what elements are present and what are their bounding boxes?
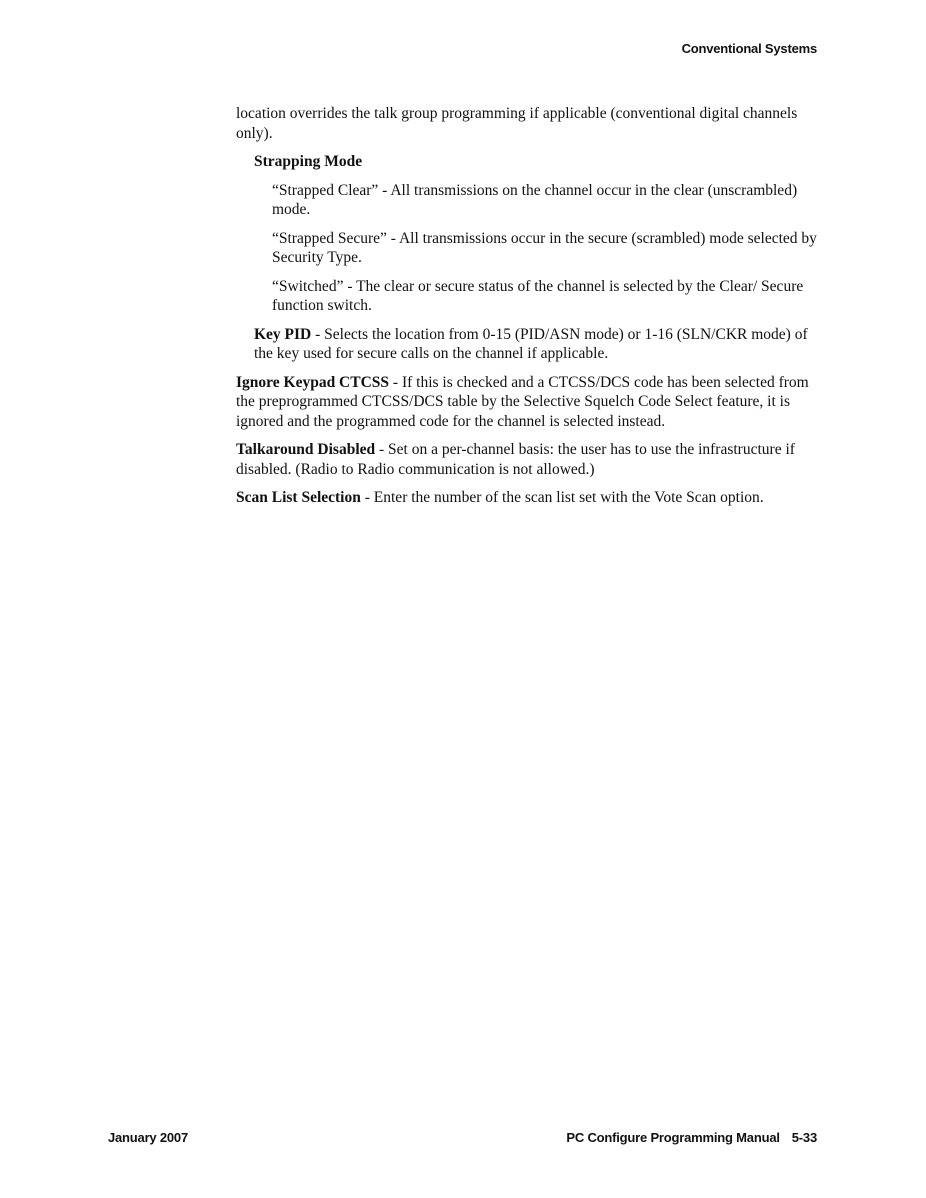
key-pid-text: - Selects the location from 0-15 (PID/ASN mode) or 1-16 (SLN/CKR mode) of the key used for secure calls on the channel if applicable. [254, 325, 808, 362]
footer-date: January 2007 [108, 1130, 188, 1145]
ignore-keypad-term: Ignore Keypad CTCSS [236, 373, 390, 391]
ignore-keypad-text: - If this is checked and a CTCSS/DCS code has been selected from the preprogrammed CTCSS/DCS table by the Selective Squelch Code Select feature, it is ignored and the programmed code for the channel is selected instead. [236, 373, 809, 430]
strapped-secure-item: “Strapped Secure” - All transmissions occur in the secure (scrambled) mode selected by Security Type. [272, 229, 817, 266]
scan-list-text: - Enter the number of the scan list set with the Vote Scan option. [360, 489, 764, 506]
intro-paragraph: location overrides the talk group programming if applicable (conventional digital channels only). [236, 105, 798, 142]
switched-item: “Switched” - The clear or secure status of the channel is selected by the Clear/ Secure function switch. [272, 277, 804, 314]
strapping-mode-heading: Strapping Mode [254, 153, 363, 170]
talkaround-text: - Set on a per-channel basis: the user has to use the infrastructure if disabled. (Radio to Radio communication is not allowed.) [236, 441, 795, 478]
body-text [236, 104, 826, 517]
footer-right [566, 1130, 817, 1145]
scan-list-term: Scan List Selection [236, 489, 361, 506]
key-pid-term: Key PID [254, 325, 312, 343]
running-header: Conventional Systems [681, 41, 817, 56]
key-pid-paragraph [236, 325, 826, 364]
scan-list-paragraph [236, 488, 826, 508]
footer-manual-title: PC Configure Programming Manual [566, 1130, 780, 1145]
page-number: 5-33 [791, 1130, 817, 1145]
talkaround-term: Talkaround Disabled [236, 441, 376, 458]
ignore-keypad-paragraph [236, 373, 826, 432]
talkaround-paragraph [236, 440, 826, 479]
strapped-clear-item: “Strapped Clear” - All transmissions on the channel occur in the clear (unscrambled) mode. [272, 181, 798, 218]
